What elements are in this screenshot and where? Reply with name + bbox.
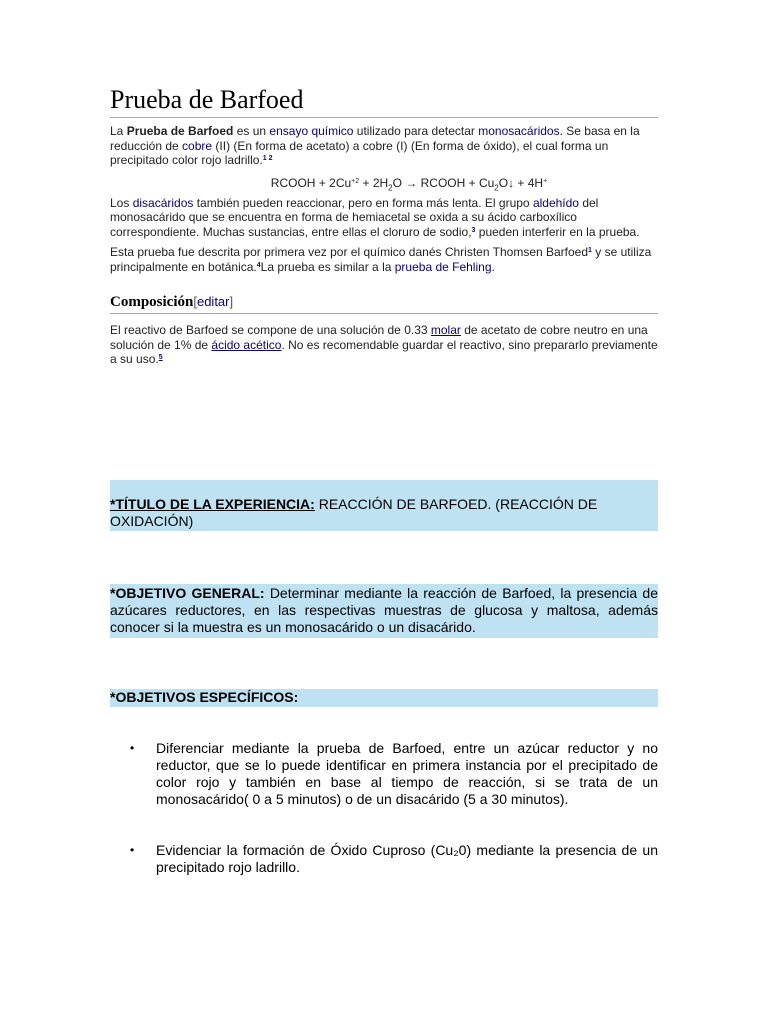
- reference-1[interactable]: 1: [588, 247, 592, 255]
- formula-part: RCOOH + 2Cu: [270, 175, 352, 190]
- reference-1-2[interactable]: 1 2: [262, 155, 273, 162]
- edit-section: [193, 294, 233, 309]
- text: La prueba es similar a la: [260, 259, 395, 274]
- text: también pueden reaccionar, pero en forma más lenta. El grupo: [193, 195, 533, 210]
- page-title: Prueba de Barfoed: [110, 84, 658, 118]
- list-item-text: Evidenciar la formación de Óxido Cuproso (Cu₂0) mediante la presencia de un precipitado rojo ladrillo.: [156, 842, 658, 875]
- article: [110, 84, 658, 367]
- bracket: ]: [229, 294, 234, 310]
- general-objective-value: Determinar mediante la reacción de Barfoed, la presencia de azúcares reductores, en las respectivas muestras de glucosa y maltosa, además conocer si la muestra es un monosacárido o un disacárido.: [110, 585, 658, 635]
- link-molar[interactable]: molar: [430, 323, 461, 338]
- link-ensayo-quimico[interactable]: ensayo químico: [269, 124, 354, 138]
- bullet-icon: •: [130, 843, 135, 857]
- formula-sub: 2: [388, 182, 393, 192]
- formula-sup: +: [543, 177, 548, 185]
- experience-title-label: *TÍTULO DE LA EXPERIENCIA:: [110, 496, 315, 512]
- reference-5[interactable]: 5: [158, 354, 163, 362]
- text: .: [491, 259, 495, 274]
- link-prueba-de-fehling[interactable]: prueba de Fehling: [394, 259, 492, 274]
- text: pueden interferir en la prueba.: [475, 224, 640, 239]
- bullet-icon: •: [130, 741, 135, 755]
- text: del monosacárido que se encuentra en forma de hemiacetal se oxida a su ácido carboxílico correspondiente. Muchas sustancias, entre ellas el cloruro de sodio,: [110, 195, 599, 239]
- general-objective-label: *OBJETIVO GENERAL:: [110, 585, 265, 601]
- edit-link[interactable]: editar: [196, 294, 230, 310]
- intro-paragraph-3: [110, 245, 658, 274]
- experience-title-block: [110, 480, 658, 531]
- formula-sub: 2: [494, 182, 499, 192]
- text: (II) (En forma de acetato) a cobre (I) (En forma de óxido), el cual forma un precipitado color rojo ladrillo.: [110, 138, 609, 167]
- list-item: [130, 740, 658, 808]
- specific-objectives-label: *OBJETIVOS ESPECÍFICOS:: [110, 689, 299, 705]
- section-heading-composicion: [110, 292, 658, 314]
- text: Esta prueba fue descrita por primera vez por el químico danés Christen Thomsen Barfoed: [110, 245, 589, 260]
- text: . Se basa en la reducción de: [110, 124, 640, 153]
- text: es un: [233, 124, 270, 138]
- text: . No es recomendable guardar el reactivo, sino prepararlo previamente a su uso.: [110, 337, 658, 367]
- intro-paragraph-1: [110, 124, 658, 168]
- bracket: [: [193, 294, 197, 310]
- text: utilizado para detectar: [353, 124, 479, 138]
- formula-part: O↓ + 4H: [498, 175, 544, 190]
- formula-part: + 2H: [359, 175, 389, 190]
- link-acido-acetico[interactable]: ácido acético: [211, 337, 282, 352]
- section-title: Composición: [110, 294, 194, 311]
- link-monosacaridos[interactable]: monosacáridos: [478, 124, 560, 138]
- formula-part: O → RCOOH + Cu: [392, 175, 495, 190]
- reference-4[interactable]: 4: [256, 261, 261, 269]
- composition-paragraph: [110, 323, 658, 367]
- text: y se utiliza principalmente en botánica.: [110, 245, 652, 274]
- text: Los: [110, 195, 133, 210]
- list-item-text: Diferenciar mediante la prueba de Barfoed, entre un azúcar reductor y no reductor, que se lo puede identificar en primera instancia por el precipitado de color rojo y también en base al tiempo de reacción, si se trata de un monosacárido( 0 a 5 minutos) o de un disacárido (5 a 30 minutos).: [156, 740, 658, 807]
- link-disacaridos[interactable]: disacáridos: [132, 195, 194, 210]
- text: El reactivo de Barfoed se compone de una solución de 0.33: [110, 323, 431, 338]
- text: de acetato de cobre neutro en una solución de 1% de: [110, 323, 648, 352]
- reference-3[interactable]: 3: [471, 226, 476, 234]
- link-cobre[interactable]: cobre: [182, 138, 213, 153]
- link-aldehido[interactable]: aldehído: [532, 195, 579, 210]
- general-objective-block: [110, 584, 658, 638]
- experience-title-value: REACCIÓN DE BARFOED. (REACCIÓN DE OXIDACIÓN): [110, 496, 598, 529]
- intro-paragraph-2: [110, 196, 658, 240]
- specific-objectives-heading: [110, 689, 658, 707]
- text: La: [110, 124, 127, 138]
- specific-objectives-list: [130, 740, 658, 876]
- bold-term: Prueba de Barfoed: [126, 124, 234, 138]
- formula-sup: +2: [351, 177, 360, 185]
- list-item: [130, 842, 658, 876]
- chemical-formula: [110, 176, 658, 192]
